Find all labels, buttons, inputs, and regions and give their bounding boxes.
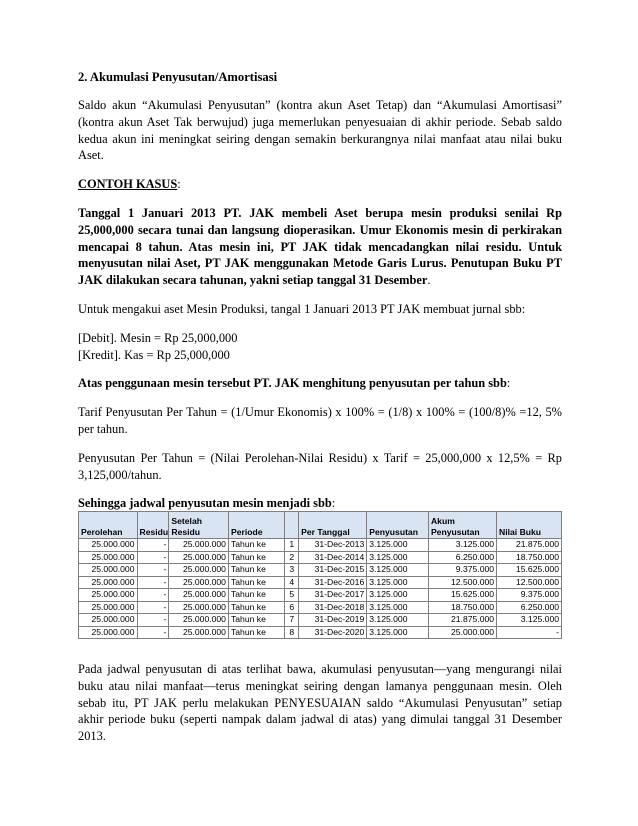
cell-penyusutan: 3.125.000 <box>367 576 429 589</box>
section-heading: 2. Akumulasi Penyusutan/Amortisasi <box>78 70 278 84</box>
case-end: . <box>427 273 431 288</box>
cell-perolehan: 25.000.000 <box>79 564 138 577</box>
cell-residu: - <box>137 539 169 552</box>
cell-akum: 9.375.000 <box>428 564 496 577</box>
cell-period-number: 7 <box>285 614 299 627</box>
header-residu: Residu <box>137 512 169 539</box>
cell-residu: - <box>137 589 169 602</box>
cell-setelah-residu: 25.000.000 <box>169 539 229 552</box>
cell-akum: 21.875.000 <box>428 614 496 627</box>
cell-tanggal: 31-Dec-2019 <box>299 614 367 627</box>
cell-periode: Tahun ke <box>228 551 284 564</box>
calc-bold-text: Atas penggunaan mesin tersebut PT. JAK menghitung penyusutan per tahun sbb <box>78 376 507 391</box>
cell-setelah-residu: 25.000.000 <box>169 601 229 614</box>
case-description <box>78 205 562 289</box>
cell-akum: 12.500.000 <box>428 576 496 589</box>
cell-tanggal: 31-Dec-2014 <box>299 551 367 564</box>
cell-nilai-buku: - <box>497 626 562 639</box>
case-bold-text: Tanggal 1 Januari 2013 PT. JAK membeli Aset berupa mesin produksi senilai Rp 25,000,000 secara tunai dan langsung dioperasikan. Umur Ekonomis mesin di perkirakan mencapai 8 tahun. Atas mesin ini, PT JAK tidak mencadangkan nilai residu. Untuk menyusutan nilai Aset, PT JAK menggunakan Metode Garis Lurus. Penutupan Buku PT JAK dilakukan secara tahunan, yakni setiap tanggal 31 Desember <box>78 205 562 288</box>
cell-tanggal: 31-Dec-2013 <box>299 539 367 552</box>
cell-residu: - <box>137 576 169 589</box>
cell-periode: Tahun ke <box>228 614 284 627</box>
cell-akum: 25.000.000 <box>428 626 496 639</box>
cell-setelah-residu: 25.000.000 <box>169 564 229 577</box>
cell-residu: - <box>137 614 169 627</box>
cell-perolehan: 25.000.000 <box>79 539 138 552</box>
cell-akum: 6.250.000 <box>428 551 496 564</box>
cell-tanggal: 31-Dec-2015 <box>299 564 367 577</box>
header-setelah-residu: Setelah Residu <box>169 512 229 539</box>
document-body <box>78 70 562 512</box>
cell-penyusutan: 3.125.000 <box>367 614 429 627</box>
cell-perolehan: 25.000.000 <box>79 589 138 602</box>
cell-periode: Tahun ke <box>228 564 284 577</box>
cell-penyusutan: 3.125.000 <box>367 539 429 552</box>
cell-residu: - <box>137 551 169 564</box>
cell-setelah-residu: 25.000.000 <box>169 614 229 627</box>
journal-credit: [Kredit]. Kas = Rp 25,000,000 <box>78 347 230 362</box>
calc-intro <box>78 375 562 392</box>
header-periode: Periode <box>228 512 284 539</box>
case-label-text: CONTOH KASUS <box>78 177 178 192</box>
depreciation-schedule-table <box>78 511 562 639</box>
cell-periode: Tahun ke <box>228 601 284 614</box>
cell-nilai-buku: 9.375.000 <box>497 589 562 602</box>
cell-akum: 3.125.000 <box>428 539 496 552</box>
table-header-row <box>79 512 562 539</box>
header-per-tanggal: Per Tanggal <box>299 512 367 539</box>
cell-nilai-buku: 3.125.000 <box>497 614 562 627</box>
table-row <box>79 589 562 602</box>
table-row <box>79 626 562 639</box>
cell-akum: 18.750.000 <box>428 601 496 614</box>
annual-formula: Penyusutan Per Tahun = (Nilai Perolehan-Nilai Residu) x Tarif = 25,000,000 x 12,5% = Rp 3,125,000/tahun. <box>78 450 562 482</box>
schedule-bold-text: Sehingga jadwal penyusutan mesin menjadi sbb <box>78 496 332 511</box>
header-nilai-buku: Nilai Buku <box>497 512 562 539</box>
calc-colon: : <box>506 376 511 391</box>
cell-tanggal: 31-Dec-2020 <box>299 626 367 639</box>
cell-period-number: 8 <box>285 626 299 639</box>
cell-tanggal: 31-Dec-2018 <box>299 601 367 614</box>
table-row <box>79 576 562 589</box>
cell-nilai-buku: 18.750.000 <box>497 551 562 564</box>
cell-setelah-residu: 25.000.000 <box>169 551 229 564</box>
table-row <box>79 551 562 564</box>
intro-paragraph: Saldo akun “Akumulasi Penyusutan” (kontra akun Aset Tetap) dan “Akumulasi Amortisasi” (kontra akun Aset Tak berwujud) juga memerlukan penyesuaian di akhir periode. Sebab saldo kedua akun ini meningkat seiring dengan semakin berkurangnya nilai manfaat atau nilai buku Aset. <box>78 98 562 163</box>
header-period-number <box>285 512 299 539</box>
journal-intro: Untuk mengakui aset Mesin Produksi, tangal 1 Januari 2013 PT JAK membuat jurnal sbb: <box>78 301 526 316</box>
case-label-colon: : <box>177 177 181 192</box>
table-row <box>79 601 562 614</box>
cell-periode: Tahun ke <box>228 589 284 602</box>
cell-tanggal: 31-Dec-2017 <box>299 589 367 602</box>
cell-penyusutan: 3.125.000 <box>367 564 429 577</box>
cell-perolehan: 25.000.000 <box>79 576 138 589</box>
cell-setelah-residu: 25.000.000 <box>169 576 229 589</box>
cell-periode: Tahun ke <box>228 539 284 552</box>
cell-periode: Tahun ke <box>228 576 284 589</box>
closing-section <box>78 661 562 745</box>
cell-nilai-buku: 6.250.000 <box>497 601 562 614</box>
cell-penyusutan: 3.125.000 <box>367 601 429 614</box>
cell-perolehan: 25.000.000 <box>79 626 138 639</box>
cell-perolehan: 25.000.000 <box>79 551 138 564</box>
cell-perolehan: 25.000.000 <box>79 601 138 614</box>
cell-nilai-buku: 21.875.000 <box>497 539 562 552</box>
header-penyusutan: Penyusutan <box>367 512 429 539</box>
closing-paragraph: Pada jadwal penyusutan di atas terlihat bawa, akumulasi penyusutan—yang mengurangi nilai buku atau nilai manfaat—terus meningkat seiring dengan lamanya penggunaan mesin. Oleh sebab itu, PT JAK perlu melakukan PENYESUAIAN saldo “Akumulasi Penyusutan” setiap akhir periode buku (seperti nampak dalam jadwal di atas) yang dimulai tanggal 31 Desember 2013. <box>78 662 562 744</box>
cell-period-number: 6 <box>285 601 299 614</box>
cell-period-number: 2 <box>285 551 299 564</box>
cell-perolehan: 25.000.000 <box>79 614 138 627</box>
cell-tanggal: 31-Dec-2016 <box>299 576 367 589</box>
table-row <box>79 539 562 552</box>
header-perolehan: Perolehan <box>79 512 138 539</box>
cell-penyusutan: 3.125.000 <box>367 626 429 639</box>
cell-penyusutan: 3.125.000 <box>367 551 429 564</box>
case-label <box>78 176 562 193</box>
schedule-intro <box>78 495 562 512</box>
cell-akum: 15.625.000 <box>428 589 496 602</box>
cell-setelah-residu: 25.000.000 <box>169 589 229 602</box>
cell-residu: - <box>137 601 169 614</box>
journal-debit: [Debit]. Mesin = Rp 25,000,000 <box>78 330 238 345</box>
table-row <box>79 564 562 577</box>
cell-period-number: 3 <box>285 564 299 577</box>
cell-period-number: 5 <box>285 589 299 602</box>
cell-nilai-buku: 15.625.000 <box>497 564 562 577</box>
header-akum-penyusutan: Akum Penyusutan <box>428 512 496 539</box>
schedule-colon: : <box>331 496 336 511</box>
cell-residu: - <box>137 626 169 639</box>
cell-period-number: 4 <box>285 576 299 589</box>
cell-period-number: 1 <box>285 539 299 552</box>
cell-setelah-residu: 25.000.000 <box>169 626 229 639</box>
table-row <box>79 614 562 627</box>
depreciation-table-wrap <box>78 511 562 639</box>
rate-formula: Tarif Penyusutan Per Tahun = (1/Umur Ekonomis) x 100% = (1/8) x 100% = (100/8)% =12, 5% per tahun. <box>78 405 562 436</box>
cell-penyusutan: 3.125.000 <box>367 589 429 602</box>
cell-periode: Tahun ke <box>228 626 284 639</box>
cell-nilai-buku: 12.500.000 <box>497 576 562 589</box>
cell-residu: - <box>137 564 169 577</box>
